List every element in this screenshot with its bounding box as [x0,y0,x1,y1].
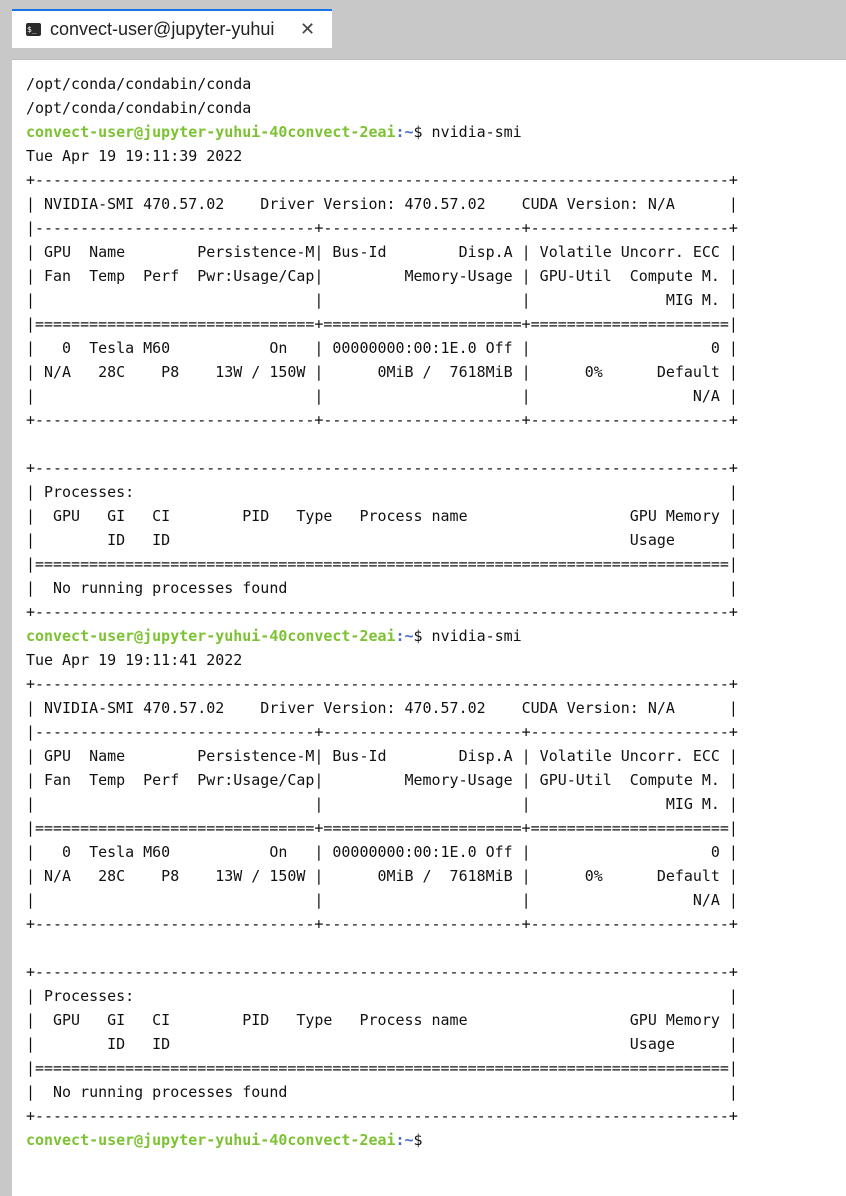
terminal-line: | | | N/A | [26,387,738,405]
prompt-command: $ nvidia-smi [413,123,522,141]
terminal-line: +-----------------------------------------------------------------------------+ [26,603,738,621]
terminal-line: | NVIDIA-SMI 470.57.02 Driver Version: 470.57.02 CUDA Version: N/A | [26,699,738,717]
terminal-line: | Processes: | [26,483,738,501]
terminal-line: | NVIDIA-SMI 470.57.02 Driver Version: 470.57.02 CUDA Version: N/A | [26,195,738,213]
terminal-line [26,936,738,960]
terminal-line: +-----------------------------------------------------------------------------+ [26,171,738,189]
terminal-line: | ID ID Usage | [26,531,738,549]
terminal-line: +-----------------------------------------------------------------------------+ [26,1107,738,1125]
terminal-line: | GPU Name Persistence-M| Bus-Id Disp.A | Volatile Uncorr. ECC | [26,747,738,765]
terminal-line: | Fan Temp Perf Pwr:Usage/Cap| Memory-Usage | GPU-Util Compute M. | [26,771,738,789]
terminal-line: |-------------------------------+----------------------+----------------------+ [26,723,738,741]
prompt-user: convect-user@jupyter-yuhui-40convect-2eai [26,627,396,645]
terminal-tab[interactable] [12,9,332,48]
tab-title: convect-user@jupyter-yuhui [50,19,275,39]
terminal-line: | No running processes found | [26,579,738,597]
terminal-line: +-----------------------------------------------------------------------------+ [26,675,738,693]
terminal-line: | 0 Tesla M60 On | 00000000:00:1E.0 Off | 0 | [26,843,738,861]
prompt-line [26,120,738,144]
terminal-icon: $_ [26,23,41,36]
terminal-lines [26,72,738,1152]
terminal-line: |=============================================================================| [26,555,738,573]
terminal-line: +-----------------------------------------------------------------------------+ [26,963,738,981]
prompt-line [26,624,738,648]
prompt-command: $ [413,1131,423,1149]
terminal-line: | | | N/A | [26,891,738,909]
terminal-line: | | | MIG M. | [26,795,738,813]
terminal-line [26,432,738,456]
terminal-line: | GPU GI CI PID Type Process name GPU Memory | [26,507,738,525]
terminal-line: |===============================+======================+======================| [26,315,738,333]
terminal-line: | 0 Tesla M60 On | 00000000:00:1E.0 Off | 0 | [26,339,738,357]
terminal-line: | No running processes found | [26,1083,738,1101]
terminal-line: Tue Apr 19 19:11:41 2022 [26,651,243,669]
terminal-line: /opt/conda/condabin/conda [26,99,252,117]
terminal-output[interactable] [12,59,846,1196]
terminal-line: | Fan Temp Perf Pwr:Usage/Cap| Memory-Usage | GPU-Util Compute M. | [26,267,738,285]
prompt-path: :~ [395,1131,414,1149]
terminal-line: /opt/conda/condabin/conda [26,75,252,93]
terminal-line: | ID ID Usage | [26,1035,738,1053]
terminal-line: |=============================================================================| [26,1059,738,1077]
terminal-line: | | | MIG M. | [26,291,738,309]
close-icon[interactable]: ✕ [300,19,316,40]
prompt-user: convect-user@jupyter-yuhui-40convect-2eai [26,1131,396,1149]
prompt-line [26,1128,738,1152]
prompt-path: :~ [395,627,414,645]
terminal-line: +-------------------------------+----------------------+----------------------+ [26,915,738,933]
terminal-line: | N/A 28C P8 13W / 150W | 0MiB / 7618MiB | 0% Default | [26,363,738,381]
tab-bar [0,0,846,48]
terminal-line: |===============================+======================+======================| [26,819,738,837]
terminal-line: +-----------------------------------------------------------------------------+ [26,459,738,477]
terminal-line: | GPU GI CI PID Type Process name GPU Memory | [26,1011,738,1029]
terminal-line: | N/A 28C P8 13W / 150W | 0MiB / 7618MiB | 0% Default | [26,867,738,885]
terminal-line: | Processes: | [26,987,738,1005]
terminal-line: |-------------------------------+----------------------+----------------------+ [26,219,738,237]
prompt-command: $ nvidia-smi [413,627,522,645]
prompt-user: convect-user@jupyter-yuhui-40convect-2eai [26,123,396,141]
terminal-line: | GPU Name Persistence-M| Bus-Id Disp.A | Volatile Uncorr. ECC | [26,243,738,261]
prompt-path: :~ [395,123,414,141]
terminal-line: Tue Apr 19 19:11:39 2022 [26,147,243,165]
terminal-line: +-------------------------------+----------------------+----------------------+ [26,411,738,429]
